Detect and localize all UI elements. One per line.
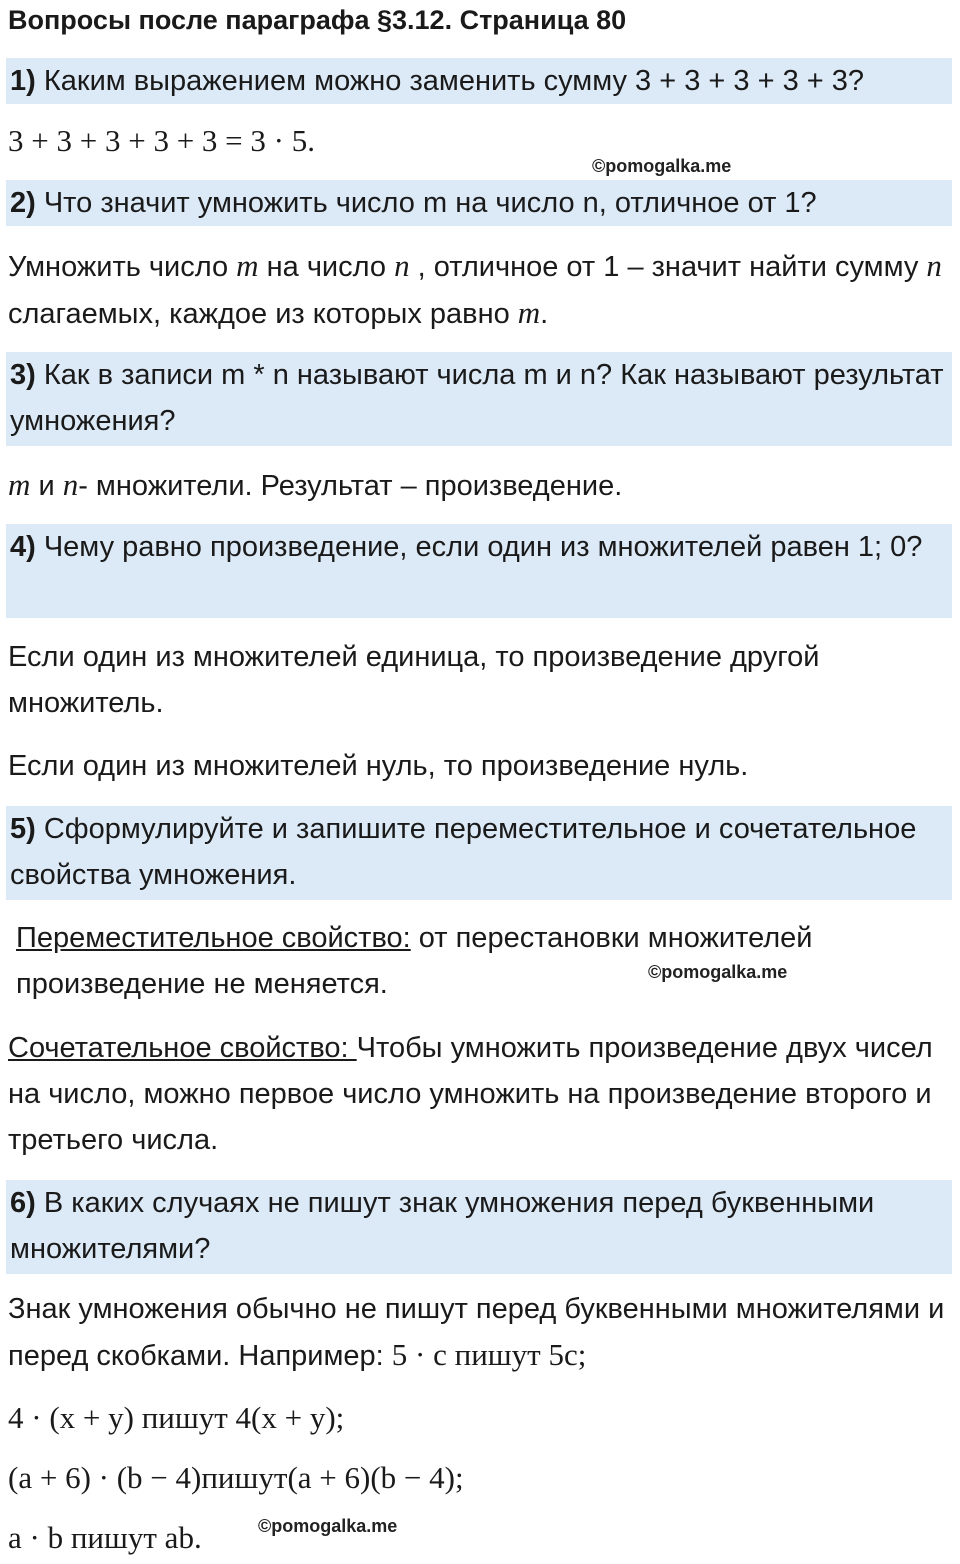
answer-2-part: . [540,298,549,330]
answer-6-text [8,1286,952,1379]
answer-2-part: слагаемых, каждое из которых равно [8,298,518,330]
watermark-1: ©pomogalka.me [592,156,732,176]
question-3-number: 3) [10,359,36,391]
var-n: n [394,248,410,283]
answer-4-line-2: Если один из множителей нуль, то произведение нуль. [8,750,749,782]
question-3 [6,352,952,446]
example-2: 4 · (x + y) пишут 4(x + y); [8,1400,345,1435]
question-4 [6,524,952,618]
question-4-text: Чему равно произведение, если один из множителей равен 1; 0? [35,531,923,563]
question-1 [6,58,952,104]
question-1-text: Каким выражением можно заменить сумму 3 + 3 + 3 + 3 + 3? [35,65,865,97]
var-n: n [62,467,79,502]
question-2-text: Что значит умножить число m на число n, отличное от 1? [35,187,817,219]
question-6-text: В каких случаях не пишут знак умножения перед буквенными множителями? [10,1187,875,1265]
question-6 [6,1180,952,1274]
question-2 [6,180,952,226]
associative-text: Чтобы умножить произведение двух чисел на число, можно первое число умножить на произведение второго и третьего числа. [8,1032,933,1156]
var-m: m [8,467,31,502]
answer-5-commutative [8,915,952,1007]
example-3: (a + 6) · (b − 4)пишут(a + 6)(b − 4); [8,1460,464,1495]
var-m: m [236,248,259,283]
question-5-number: 5) [10,813,36,845]
question-6-number: 6) [10,1187,36,1219]
answer-2-part: Умножить число [8,251,237,283]
question-1-number: 1) [10,65,36,97]
answer-2 [8,243,952,337]
answer-6-sentence: Знак умножения обычно не пишут перед буквенными множителями и перед скобками. Например: [8,1293,945,1372]
answer-2-part: на число [258,251,395,283]
var-n: n [926,248,942,283]
watermark-2: ©pomogalka.me [648,962,788,982]
page-title: Вопросы после параграфа §3.12. Страница 80 [8,5,627,35]
var-m: m [517,295,541,330]
question-3-text: Как в записи m * n называют числа m и n? Как называют результат умножения? [10,359,944,437]
question-2-number: 2) [10,187,36,219]
example-4: a · b пишут ab. [8,1520,202,1555]
answer-3-part: - множители. Результат – произведение. [78,470,623,502]
example-1: 5 · c пишут 5c; [391,1337,587,1372]
answer-1: 3 + 3 + 3 + 3 + 3 = 3 · 5. [8,123,315,158]
question-4-number: 4) [10,531,36,563]
question-5 [6,806,952,900]
associative-label: Сочетательное свойство: [8,1032,357,1064]
answer-3 [8,462,952,509]
watermark-3: ©pomogalka.me [258,1516,398,1536]
answer-4-line-1: Если один из множителей единица, то произведение другой множитель. [8,641,820,719]
answer-3-part: и [30,470,63,502]
commutative-text: от перестановки множителей произведение не меняется. [16,922,813,1000]
answer-5-associative [8,1025,952,1163]
commutative-label: Переместительное свойство: [16,922,411,954]
answer-2-part: , отличное от 1 – значит найти сумму [409,251,927,283]
question-5-text: Сформулируйте и запишите переместительное и сочетательное свойства умножения. [10,813,917,891]
